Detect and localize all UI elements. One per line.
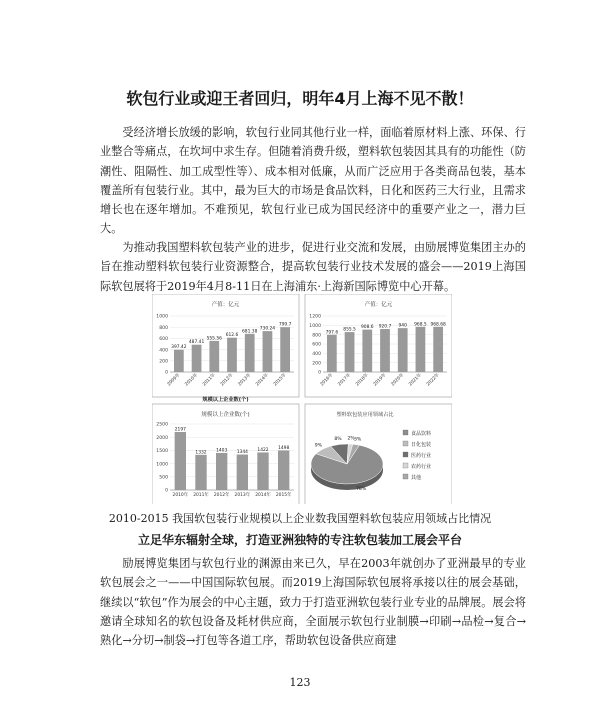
legend-swatch bbox=[403, 430, 408, 435]
y-tick-label: 200 bbox=[159, 359, 168, 365]
bar bbox=[195, 455, 206, 490]
y-tick-label: 500 bbox=[159, 475, 168, 481]
x-tick-label: 2011年 bbox=[202, 372, 217, 388]
bar-value-label: 1344 bbox=[236, 450, 248, 456]
legend-item: 农药行业 bbox=[411, 463, 432, 470]
chart-legend: 产值：亿元 bbox=[364, 302, 393, 308]
bar-value-label: 855.5 bbox=[343, 327, 356, 333]
bar-value-label: 487.41 bbox=[188, 340, 205, 346]
x-tick-label: 2010年 bbox=[184, 372, 199, 388]
y-tick-label: 0 bbox=[165, 370, 168, 376]
article-title: 软包行业或迎王者回归，明年4月上海不见不散！ bbox=[126, 89, 474, 108]
chart-title: 塑料软包装应用领域占比 bbox=[336, 412, 394, 418]
pie-value-label: 2% bbox=[347, 436, 355, 442]
bar-value-label: 555.56 bbox=[206, 336, 222, 342]
x-tick-label: 2011年 bbox=[193, 493, 209, 498]
paragraph-intro: 受经济增长放缓的影响，软包行业同其他行业一样，面临着原材料上涨、环保、行业整合等痛点，在坎坷中求生存。但随着消费升级，塑料软包装因其具有的功能性（防潮性、阻隔性、加工成型性等）、成本相对低廉，从而广泛应用于各类商品包装，基本覆盖所有包装行业。其中，最为巨大的市场是食品饮料，日化和医药三大行业，且需求增长也在逐年增加。不难预见，软包行业已成为国民经济中的重要产业之一，潜力巨大。 bbox=[100, 126, 526, 236]
y-tick-label: 600 bbox=[159, 337, 168, 343]
y-tick-label: 800 bbox=[312, 333, 321, 339]
bar-value-label: 799.7 bbox=[278, 322, 292, 328]
y-tick-label: 400 bbox=[312, 352, 321, 358]
legend-swatch bbox=[403, 463, 408, 468]
x-tick-label: 2016年 bbox=[319, 372, 335, 388]
bar bbox=[192, 345, 202, 372]
bar-value-label: 2197 bbox=[174, 427, 186, 433]
bar bbox=[209, 341, 219, 372]
legend-item: 日化包装 bbox=[411, 441, 432, 448]
x-tick-label: 2012年 bbox=[219, 372, 235, 388]
chart-output-2009-2015 bbox=[152, 294, 299, 397]
bar-value-label: 797.6 bbox=[325, 330, 339, 336]
y-tick-label: 1200 bbox=[309, 314, 321, 320]
page-number: 123 bbox=[289, 676, 311, 689]
legend-swatch bbox=[403, 474, 408, 479]
bar bbox=[280, 327, 290, 372]
y-tick-label: 200 bbox=[312, 361, 321, 367]
x-tick-label: 2012年 bbox=[213, 493, 230, 498]
bar bbox=[433, 327, 443, 372]
bar bbox=[398, 328, 408, 372]
chart-application-pie bbox=[305, 404, 452, 504]
y-tick-label: 0 bbox=[165, 488, 168, 494]
bar-value-label: 908.6 bbox=[360, 325, 374, 331]
section-subheading: 立足华东辐射全球，打造亚洲独特的专注软包装加工展会平台 bbox=[137, 533, 462, 547]
pie-value-label: 3% bbox=[353, 437, 362, 443]
pie-value-label: 78% bbox=[355, 487, 367, 493]
y-tick-label: 400 bbox=[159, 348, 168, 354]
figure-caption: 2010-2015 我国软包装行业规模以上企业数我国塑料软包装应用领域占比情况 bbox=[108, 512, 492, 525]
y-tick-label: 1000 bbox=[156, 462, 168, 468]
bar bbox=[174, 350, 184, 372]
bar bbox=[227, 338, 237, 372]
bar-value-label: 940 bbox=[398, 323, 407, 329]
x-tick-label: 2017年 bbox=[337, 372, 352, 388]
bar-value-label: 397.42 bbox=[171, 345, 187, 351]
legend-swatch bbox=[403, 452, 408, 457]
chart-subtitle: 规模以上企业数(个) bbox=[201, 412, 250, 418]
bar-value-label: 1498 bbox=[278, 445, 290, 451]
bar bbox=[345, 332, 355, 372]
x-tick-label: 2013年 bbox=[237, 372, 253, 388]
bar bbox=[416, 327, 426, 372]
bar-value-label: 1422 bbox=[257, 447, 269, 453]
bar bbox=[216, 453, 227, 490]
bar-value-label: 612.6 bbox=[225, 333, 239, 339]
bar-value-label: 1403 bbox=[216, 448, 228, 454]
chart-title: 规模以上企业数(个) bbox=[202, 397, 249, 403]
x-tick-label: 2019年 bbox=[372, 372, 388, 388]
bar-value-label: 1332 bbox=[195, 450, 207, 456]
legend-item: 食品饮料 bbox=[411, 430, 432, 437]
legend-item: 其他 bbox=[411, 474, 422, 481]
bar-value-label: 968.5 bbox=[414, 322, 427, 328]
x-tick-label: 2014年 bbox=[255, 372, 270, 388]
pie-value-label: 8% bbox=[334, 437, 342, 443]
bar bbox=[237, 455, 248, 490]
x-tick-label: 2013年 bbox=[234, 493, 251, 498]
bar-value-label: 920.7 bbox=[378, 324, 392, 330]
bar bbox=[245, 334, 255, 372]
y-tick-label: 800 bbox=[159, 325, 168, 331]
x-tick-label: 2015年 bbox=[275, 493, 292, 498]
bar bbox=[278, 450, 289, 490]
charts-figure bbox=[152, 294, 452, 504]
bar bbox=[380, 329, 390, 372]
bar bbox=[362, 330, 372, 372]
y-tick-label: 600 bbox=[312, 342, 321, 348]
x-tick-label: 2021年 bbox=[408, 372, 423, 388]
pie-value-label: 9% bbox=[314, 443, 323, 449]
x-tick-label: 2020年 bbox=[390, 372, 406, 388]
chart-output-2017-2022 bbox=[305, 294, 452, 397]
y-tick-label: 0 bbox=[318, 370, 321, 376]
x-tick-label: 2018年 bbox=[355, 372, 370, 388]
x-tick-label: 2015年 bbox=[273, 372, 288, 388]
legend-item: 医药行业 bbox=[411, 452, 432, 459]
x-tick-label: 2014年 bbox=[255, 493, 271, 498]
bar bbox=[263, 331, 273, 372]
paragraph-history: 励展博览集团与软包行业的渊源由来已久，早在2003年就创办了亚洲最早的专业软包展会之一——中国国际软包展。而2019上海国际软包展将承接以往的展会基础，继续以“软包”作为展会的中心主题，致力于打造亚洲软包装行业专业的品牌展。展会将邀请全球知名的软包设备及耗材供应商，全面展示软包行业制膜→印刷→品检→复合→熟化→分切→制袋→打包等各道工序，帮助软包设备供应商建 bbox=[100, 557, 526, 648]
chart-legend: 产值：亿元 bbox=[211, 302, 240, 308]
bar-value-label: 968.68 bbox=[430, 322, 446, 328]
y-tick-label: 1500 bbox=[156, 449, 168, 455]
bar-value-label: 681.38 bbox=[242, 329, 258, 335]
y-tick-label: 1000 bbox=[309, 324, 321, 330]
y-tick-label: 2500 bbox=[156, 422, 168, 428]
y-tick-label: 1000 bbox=[156, 314, 168, 320]
bar bbox=[327, 335, 337, 372]
x-tick-label: 2022年 bbox=[426, 372, 441, 388]
bar bbox=[257, 452, 268, 490]
bar-value-label: 730.24 bbox=[259, 326, 276, 332]
y-tick-label: 2000 bbox=[156, 435, 168, 441]
legend-swatch bbox=[403, 441, 408, 446]
x-tick-label: 2010年 bbox=[172, 493, 189, 498]
paragraph-exhibition: 为推动我国塑料软包装产业的进步，促进行业交流和发展，由励展博览集团主办的旨在推动塑料软包装行业资源整合，提高软包装行业技术发展的盛会——2019上海国际软包展将于2019年4月8-11日在上海浦东·上海新国际博览中心开幕。 bbox=[100, 241, 526, 293]
bar bbox=[175, 432, 186, 490]
chart-enterprise-count bbox=[152, 395, 299, 504]
x-tick-label: 2009年 bbox=[166, 372, 182, 388]
